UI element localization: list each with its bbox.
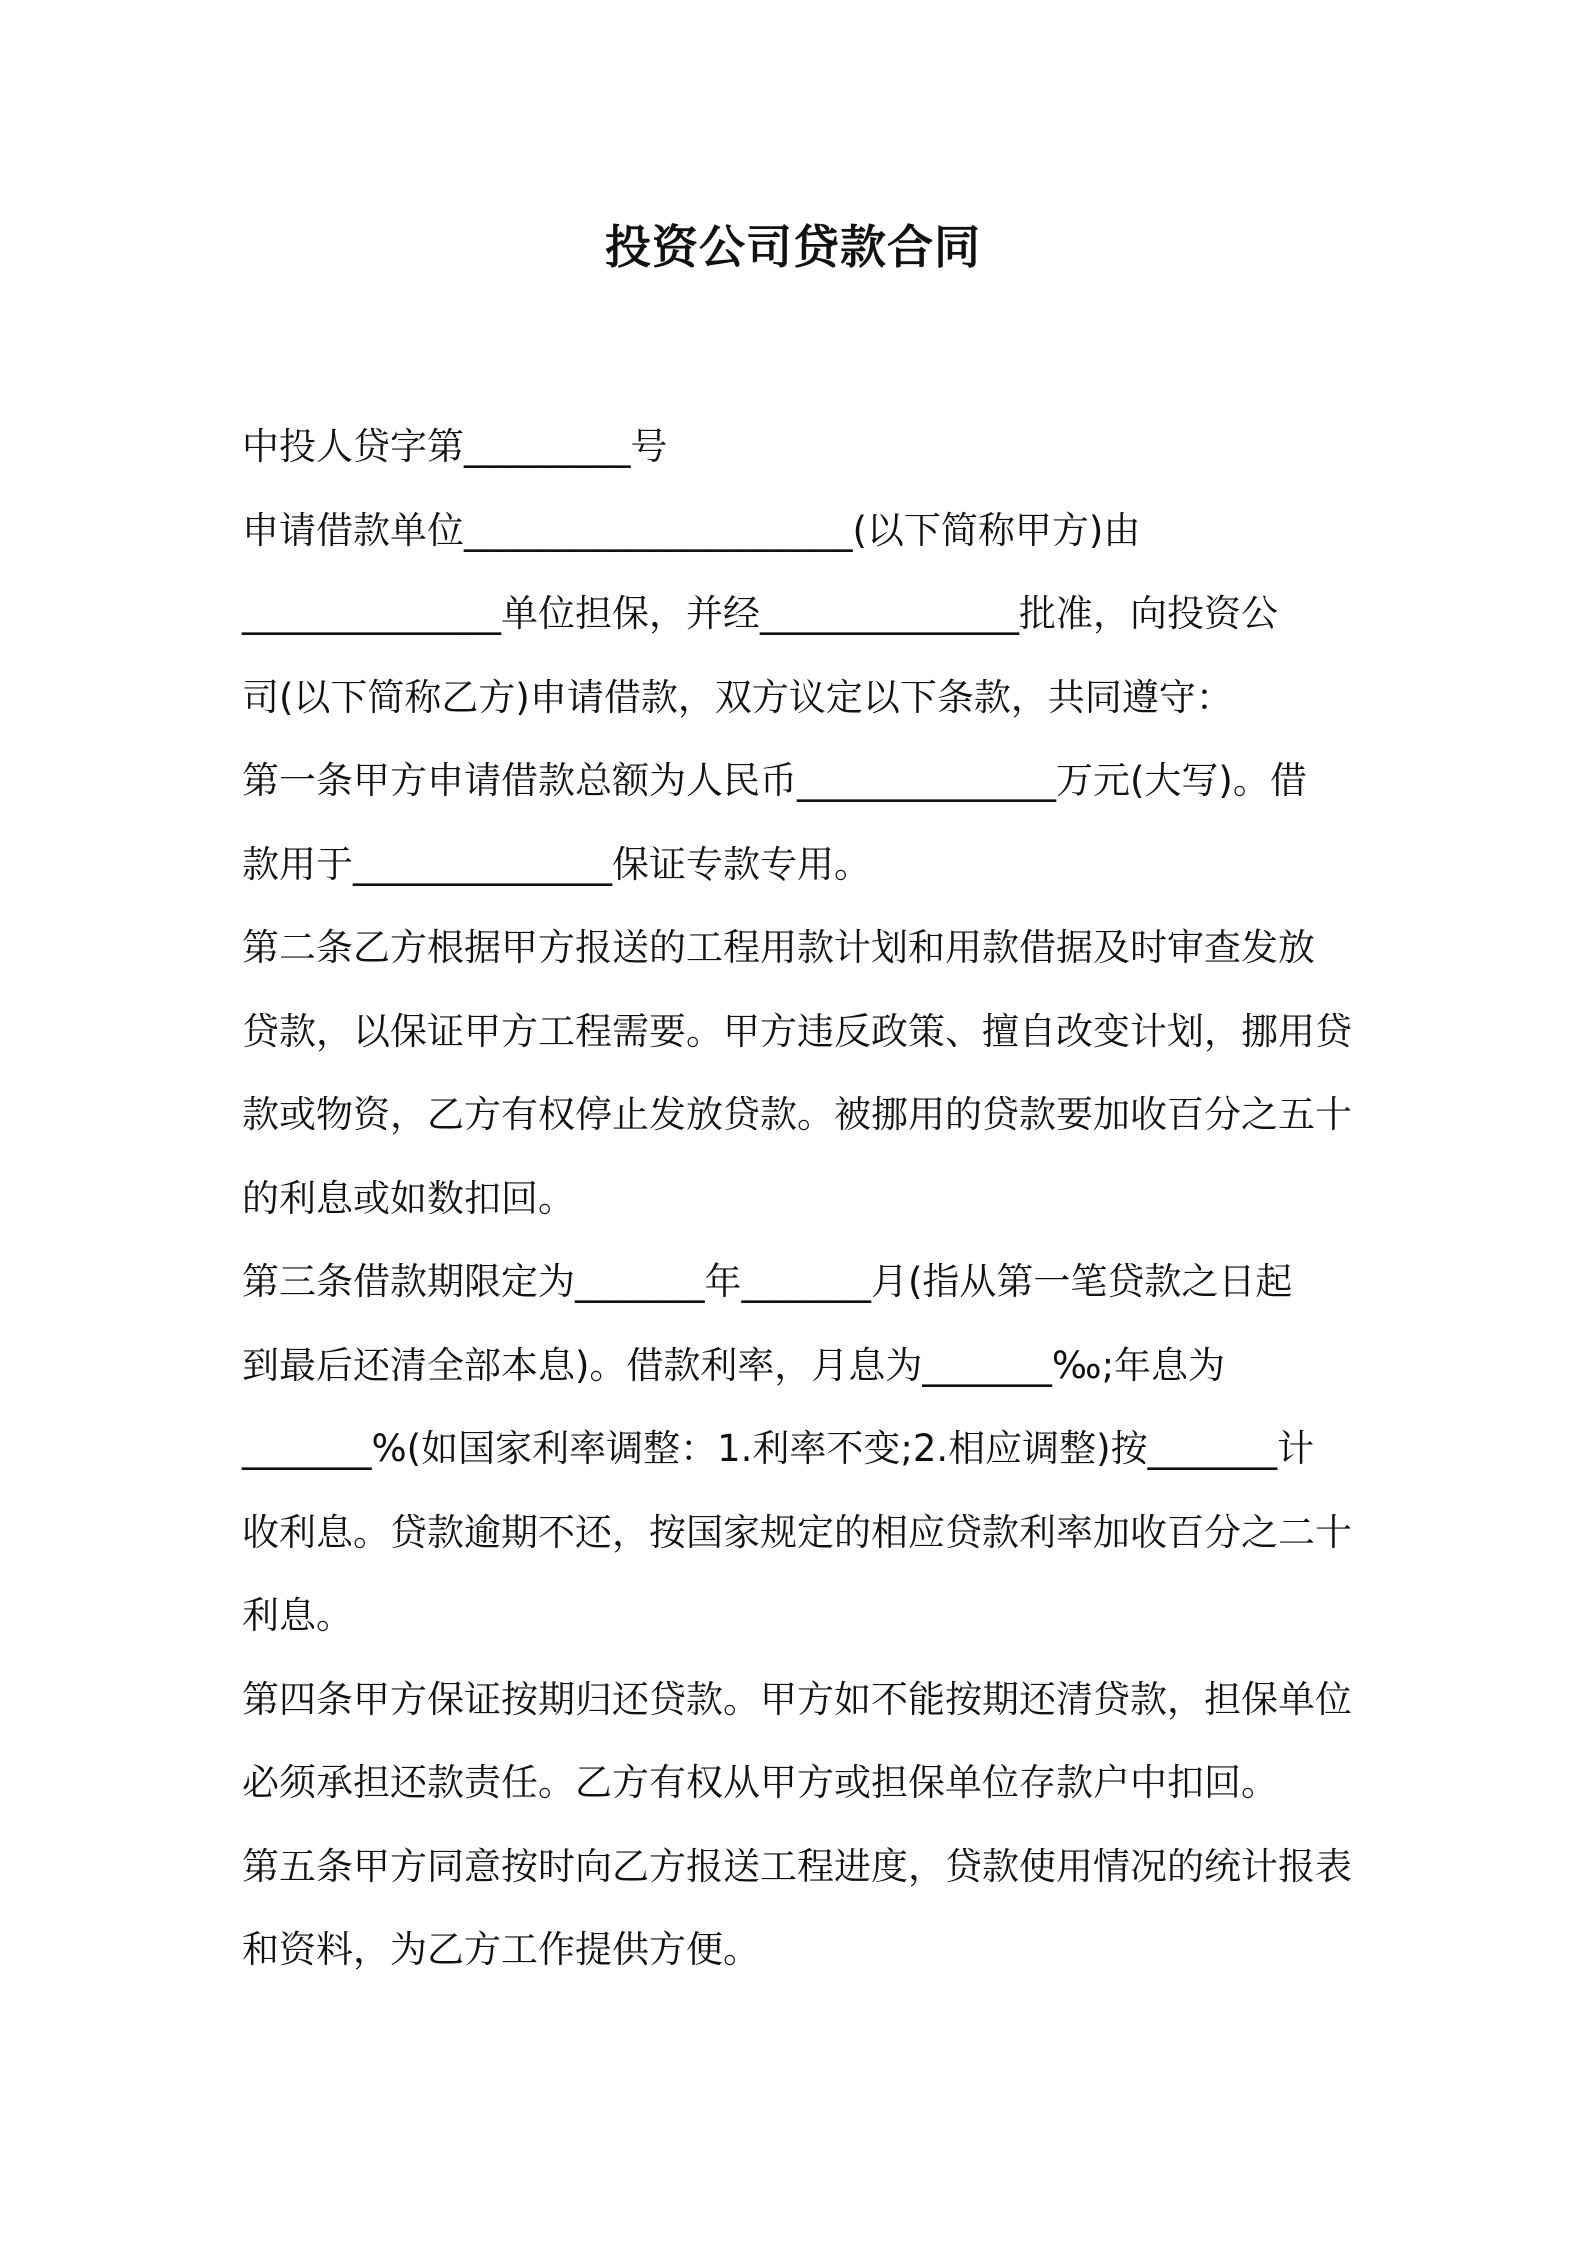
body-line: 第四条甲方保证按期归还贷款。甲方如不能按期还清贷款，担保单位 <box>242 1677 1352 1721</box>
body-line: 第二条乙方根据甲方报送的工程用款计划和用款借据及时审查发放 <box>242 926 1315 969</box>
body-line: 到最后还清全部本息)。借款利率，月息为_______‰;年息为 <box>242 1343 1226 1387</box>
body-line: 司(以下简称乙方)申请借款，双方议定以下条款，共同遵守： <box>242 675 1233 719</box>
document-body <box>242 405 1362 1992</box>
body-line: 贷款，以保证甲方工程需要。甲方违反政策、擅自改变计划，挪用贷 <box>242 1009 1352 1053</box>
body-line: 第五条甲方同意按时向乙方报送工程进度，贷款使用情况的统计报表 <box>242 1844 1352 1888</box>
document-title: 投资公司贷款合同 <box>605 220 981 274</box>
body-line: 申请借款单位_____________________(以下简称甲方)由 <box>242 508 1141 552</box>
body-line: 款用于______________保证专款专用。 <box>242 842 871 886</box>
body-line: 中投人贷字第_________号 <box>242 425 668 468</box>
body-line: 收利息。贷款逾期不还，按国家规定的相应贷款利率加收百分之二十 <box>242 1510 1352 1554</box>
body-line: 的利息或如数扣回。 <box>242 1176 575 1220</box>
body-line: 和资料，为乙方工作提供方便。 <box>242 1928 760 1971</box>
body-line: 必须承担还款责任。乙方有权从甲方或担保单位存款户中扣回。 <box>242 1761 1278 1804</box>
body-line: 款或物资，乙方有权停止发放贷款。被挪用的贷款要加收百分之五十 <box>242 1093 1352 1136</box>
body-line: 利息。 <box>242 1594 353 1637</box>
body-line: 第一条甲方申请借款总额为人民币______________万元(大写)。借 <box>242 759 1307 802</box>
body-line: _______%(如国家利率调整：1.利率不变;2.相应调整)按_______计 <box>242 1427 1315 1470</box>
body-line: ______________单位担保，并经______________批准，向投资公 <box>242 592 1278 635</box>
body-line: 第三条借款期限定为_______年_______月(指从第一笔贷款之日起 <box>242 1260 1293 1303</box>
